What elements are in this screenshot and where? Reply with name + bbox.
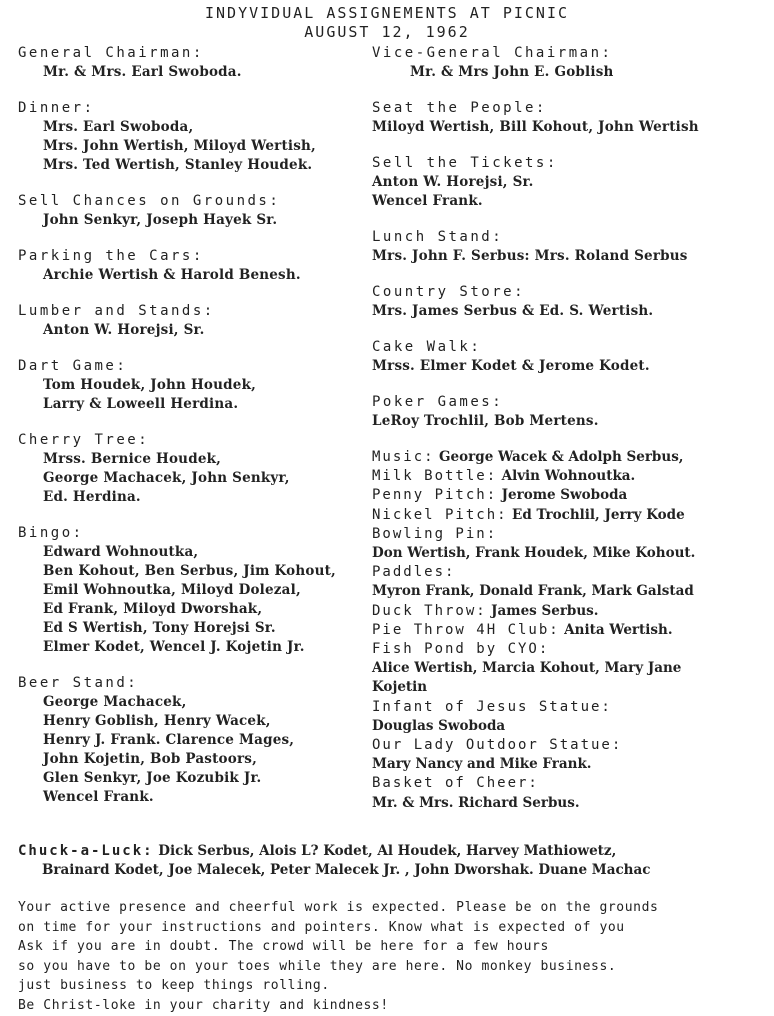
assignment-item bbox=[372, 544, 772, 563]
assignment-item bbox=[372, 563, 772, 582]
item-value: Kojetin bbox=[372, 679, 428, 696]
assignee-line: Larry & Loweell Herdina. bbox=[43, 396, 239, 412]
assignee-line: George Machacek, John Senkyr, bbox=[43, 470, 290, 486]
closing-line: Your active presence and cheerful work is expected. Please be on the grounds bbox=[18, 900, 659, 915]
assignment-cherry-tree bbox=[18, 431, 366, 507]
section-heading: Cherry Tree: bbox=[18, 432, 150, 448]
item-heading: Fish Pond by CYO: bbox=[372, 641, 550, 658]
item-heading: Pie Throw 4H Club: bbox=[372, 621, 560, 638]
section-heading: Beer Stand: bbox=[18, 675, 139, 691]
assignment-item bbox=[372, 448, 772, 467]
right-column bbox=[372, 44, 772, 813]
assignment-item bbox=[372, 602, 772, 621]
assignee-line: Mrs. John Wertish, Miloyd Wertish, bbox=[43, 138, 316, 154]
assignee-line: Elmer Kodet, Wencel J. Kojetin Jr. bbox=[43, 639, 305, 655]
assignee-line: Mrs. James Serbus & Ed. S. Wertish. bbox=[372, 303, 654, 319]
closing-line: Ask if you are in doubt. The crowd will be here for a few hours bbox=[18, 939, 549, 954]
closing-message bbox=[18, 898, 768, 1015]
item-heading: Duck Throw: bbox=[372, 602, 487, 619]
assignment-item bbox=[372, 525, 772, 544]
item-heading: Infant of Jesus Statue: bbox=[372, 698, 612, 715]
assignee-line: Mrss. Elmer Kodet & Jerome Kodet. bbox=[372, 358, 650, 374]
assignee-line: Archie Wertish & Harold Benesh. bbox=[43, 267, 301, 283]
assignment-country-store bbox=[372, 283, 772, 321]
item-heading: Milk Bottle: bbox=[372, 468, 498, 485]
assignment-dart-game bbox=[18, 357, 366, 414]
assignment-general-chairman bbox=[18, 44, 366, 82]
item-value: Douglas Swoboda bbox=[372, 717, 506, 734]
assignment-item bbox=[372, 794, 772, 813]
assignment-item bbox=[372, 774, 772, 793]
misc-assignments bbox=[372, 448, 772, 813]
section-heading: Chuck-a-Luck: bbox=[18, 843, 154, 859]
assignment-lunch-stand bbox=[372, 228, 772, 266]
assignment-item bbox=[372, 736, 772, 755]
assignment-cake-walk bbox=[372, 338, 772, 376]
assignee-line: Henry Goblish, Henry Wacek, bbox=[43, 713, 271, 729]
assignee-line: Tom Houdek, John Houdek, bbox=[43, 377, 257, 393]
section-heading: Seat the People: bbox=[372, 100, 547, 116]
item-value: George Wacek & Adolph Serbus, bbox=[439, 449, 684, 465]
item-value: Mr. & Mrs. Richard Serbus. bbox=[372, 794, 580, 811]
assignee-line: Ed. Herdina. bbox=[43, 489, 141, 505]
assignment-item bbox=[372, 506, 772, 525]
section-heading: Lunch Stand: bbox=[372, 229, 504, 245]
assignee-line: Mrss. Bernice Houdek, bbox=[43, 451, 222, 467]
section-heading: Cake Walk: bbox=[372, 339, 482, 355]
assignment-item bbox=[372, 755, 772, 774]
assignee-line: Ed S Wertish, Tony Horejsi Sr. bbox=[43, 620, 276, 636]
item-heading: Bowling Pin: bbox=[372, 525, 498, 542]
closing-line: so you have to be on your toes while they are here. No monkey business. bbox=[18, 958, 617, 974]
assignment-poker-games bbox=[372, 393, 772, 431]
chuck-a-luck-section bbox=[18, 842, 774, 880]
item-value: Jerome Swoboda bbox=[501, 487, 628, 504]
section-heading: Sell Chances on Grounds: bbox=[18, 193, 281, 209]
section-heading: Poker Games: bbox=[372, 394, 504, 410]
page-date: AUGUST 12, 1962 bbox=[304, 23, 470, 41]
item-heading: Paddles: bbox=[372, 564, 456, 581]
left-column bbox=[18, 44, 366, 824]
item-value: Don Wertish, Frank Houdek, Mike Kohout. bbox=[372, 545, 696, 562]
assignee-line: Wencel Frank. bbox=[372, 193, 483, 209]
closing-line: Be Christ-loke in your charity and kindness! bbox=[18, 997, 389, 1013]
section-heading: General Chairman: bbox=[18, 45, 204, 61]
assignee-line: LeRoy Trochlil, Bob Mertens. bbox=[372, 413, 599, 429]
assignment-item bbox=[372, 467, 772, 486]
item-heading: Basket of Cheer: bbox=[372, 775, 539, 792]
section-heading: Parking the Cars: bbox=[18, 248, 204, 264]
section-heading: Dinner: bbox=[18, 100, 95, 116]
item-value: Ed Trochlil, Jerry Kode bbox=[512, 506, 685, 523]
assignment-beer-stand bbox=[18, 674, 366, 807]
closing-line: on time for your instructions and pointers. Know what is expected of you bbox=[18, 919, 625, 935]
assignee-line: Wencel Frank. bbox=[43, 789, 154, 805]
page-title: INDYVIDUAL ASSIGNEMENTS AT PICNIC bbox=[204, 4, 569, 22]
item-heading: Music: bbox=[372, 449, 435, 465]
section-heading: Dart Game: bbox=[18, 358, 128, 374]
assignee-line: Mrs. Ted Wertish, Stanley Houdek. bbox=[43, 157, 313, 173]
assignee-line: Miloyd Wertish, Bill Kohout, John Wertish bbox=[372, 119, 699, 135]
assignment-item bbox=[372, 640, 772, 659]
assignment-item bbox=[372, 621, 772, 640]
item-heading: Our Lady Outdoor Statue: bbox=[372, 737, 623, 754]
assignment-sell-tickets bbox=[372, 154, 772, 211]
assignment-item bbox=[372, 659, 772, 678]
assignment-dinner bbox=[18, 99, 366, 175]
assignment-item bbox=[372, 582, 772, 601]
assignment-item bbox=[372, 486, 772, 505]
assignment-item bbox=[372, 678, 772, 697]
assignee-line: Mr. & Mrs. Earl Swoboda. bbox=[43, 64, 242, 80]
assignee-line: Henry J. Frank. Clarence Mages, bbox=[43, 732, 295, 748]
assignee-line: Glen Senkyr, Joe Kozubik Jr. bbox=[43, 770, 262, 786]
assignee-line: John Kojetin, Bob Pastoors, bbox=[43, 751, 257, 767]
assignee-line: George Machacek, bbox=[43, 694, 187, 710]
assignment-lumber bbox=[18, 302, 366, 340]
assignee-line: Edward Wohnoutka, bbox=[43, 544, 199, 560]
assignee-line: Dick Serbus, Alois L? Kodet, Al Houdek, Harvey Mathiowetz, bbox=[158, 843, 617, 859]
section-heading: Sell the Tickets: bbox=[372, 155, 558, 171]
assignment-seat-people bbox=[372, 99, 772, 137]
item-value: Alice Wertish, Marcia Kohout, Mary Jane bbox=[372, 660, 682, 677]
assignee-line: Brainard Kodet, Joe Malecek, Peter Malecek Jr. , John Dworshak. Duane Machac bbox=[42, 862, 651, 878]
assignee-line: Mrs. Earl Swoboda, bbox=[43, 119, 194, 135]
assignee-line: Anton W. Horejsi, Sr. bbox=[372, 174, 534, 190]
item-value: Alvin Wohnoutka. bbox=[501, 468, 636, 485]
assignment-parking bbox=[18, 247, 366, 285]
closing-line: just business to keep things rolling. bbox=[18, 978, 330, 993]
item-value: Myron Frank, Donald Frank, Mark Galstad bbox=[372, 583, 694, 600]
assignee-line: Mr. & Mrs John E. Goblish bbox=[410, 64, 614, 80]
section-heading: Country Store: bbox=[372, 284, 526, 300]
section-heading: Lumber and Stands: bbox=[18, 303, 215, 319]
assignee-line: Anton W. Horejsi, Sr. bbox=[43, 322, 205, 338]
assignment-bingo bbox=[18, 524, 366, 657]
item-heading: Nickel Pitch: bbox=[372, 506, 508, 523]
item-heading: Penny Pitch: bbox=[372, 487, 498, 504]
assignment-vice-general-chairman bbox=[372, 44, 772, 82]
section-heading: Vice-General Chairman: bbox=[372, 45, 613, 61]
assignee-line: Ben Kohout, Ben Serbus, Jim Kohout, bbox=[43, 563, 336, 579]
assignment-item bbox=[372, 717, 772, 736]
assignment-sell-chances bbox=[18, 192, 366, 230]
assignment-item bbox=[372, 698, 772, 717]
item-value: James Serbus. bbox=[491, 602, 599, 619]
item-value: Anita Wertish. bbox=[564, 621, 673, 638]
section-heading: Bingo: bbox=[18, 525, 84, 541]
assignee-line: Ed Frank, Miloyd Dworshak, bbox=[43, 601, 263, 617]
item-value: Mary Nancy and Mike Frank. bbox=[372, 756, 592, 773]
assignee-line: Emil Wohnoutka, Miloyd Dolezal, bbox=[43, 582, 301, 598]
assignee-line: Mrs. John F. Serbus: Mrs. Roland Serbus bbox=[372, 248, 688, 264]
assignee-line: John Senkyr, Joseph Hayek Sr. bbox=[43, 212, 278, 228]
